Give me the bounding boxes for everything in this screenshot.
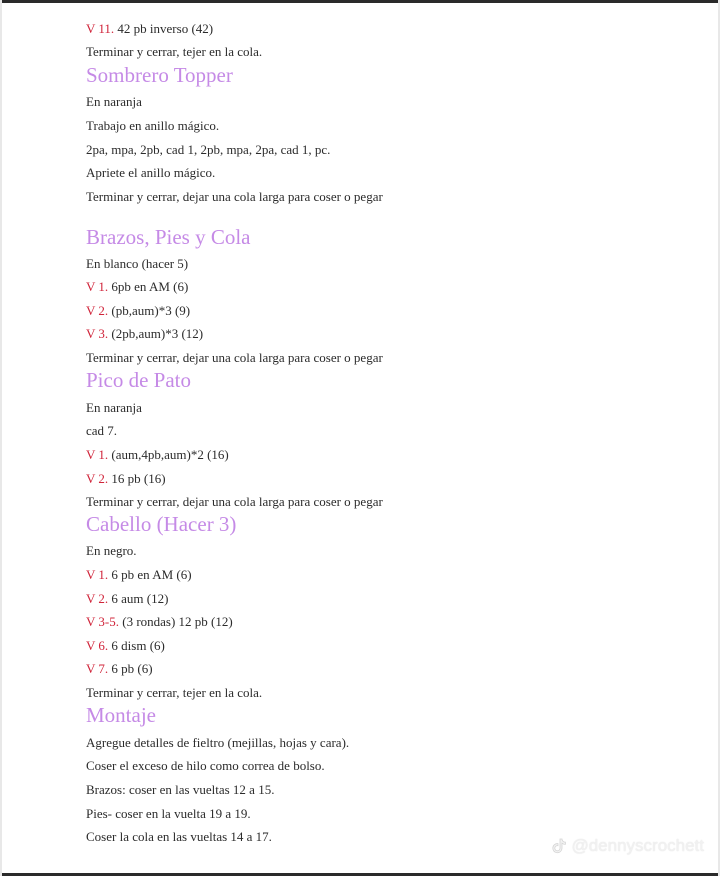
round-line [86,638,165,654]
round-text: 6 dism (6) [108,638,165,653]
round-label: V 1. [86,447,109,462]
section-heading: Montaje [86,703,156,727]
top-border [0,0,720,3]
left-border [0,0,2,876]
round-label: V 1. [86,567,109,582]
round-text: (pb,aum)*3 (9) [108,303,191,318]
instruction-line: Terminar y cerrar, tejer en la cola. [86,44,263,59]
tiktok-note-icon [552,838,566,854]
watermark-handle: @dennyscrochett [571,836,704,855]
round-label: V 2. [86,591,109,606]
round-text: (2pb,aum)*3 (12) [108,326,204,341]
instruction-line: Pies- coser en la vuelta 19 a 19. [86,806,251,821]
instruction-line: cad 7. [86,423,118,438]
instruction-line: Apriete el anillo mágico. [86,165,216,180]
instruction-line: Trabajo en anillo mágico. [86,118,220,133]
instruction-line: En blanco (hacer 5) [86,256,189,271]
instruction-line: Coser la cola en las vueltas 14 a 17. [86,829,272,844]
round-line [86,661,153,677]
round-label: V 3-5. [86,614,119,629]
instruction-line: En naranja [86,94,142,109]
round-line [86,21,213,37]
round-line [86,591,168,607]
section-heading: Pico de Pato [86,368,191,392]
round-text: 42 pb inverso (42) [114,21,214,36]
round-label: V 2. [86,303,109,318]
round-text: 16 pb (16) [108,471,166,486]
instruction-line: Coser el exceso de hilo como correa de bolso. [86,758,325,773]
instruction-line: En naranja [86,400,142,415]
round-label: V 3. [86,326,109,341]
round-line [86,303,190,319]
instruction-line: Terminar y cerrar, tejer en la cola. [86,685,263,700]
round-label: V 2. [86,471,109,486]
round-text: (aum,4pb,aum)*2 (16) [108,447,229,462]
instruction-line: 2pa, mpa, 2pb, cad 1, 2pb, mpa, 2pa, cad 1, pc. [86,142,331,157]
round-line [86,447,229,463]
round-label: V 1. [86,279,109,294]
section-heading: Sombrero Topper [86,63,233,87]
round-text: 6 aum (12) [108,591,169,606]
round-line [86,567,192,583]
round-line [86,471,166,487]
section-heading: Cabello (Hacer 3) [86,512,237,536]
instruction-line: Terminar y cerrar, dejar una cola larga para coser o pegar [86,494,383,509]
instruction-line: En negro. [86,543,137,558]
watermark [552,836,704,856]
round-text: (3 rondas) 12 pb (12) [118,614,233,629]
instruction-line: Brazos: coser en las vueltas 12 a 15. [86,782,275,797]
round-text: 6 pb en AM (6) [108,567,192,582]
round-label: V 6. [86,638,109,653]
round-label: V 7. [86,661,109,676]
round-line [86,326,203,342]
section-heading: Brazos, Pies y Cola [86,225,251,249]
instruction-line: Terminar y cerrar, dejar una cola larga para coser o pegar [86,350,383,365]
instruction-line: Agregue detalles de fieltro (mejillas, hojas y cara). [86,735,350,750]
round-label: V 11. [86,21,115,36]
round-line [86,614,233,630]
round-text: 6 pb (6) [108,661,153,676]
round-line [86,279,188,295]
instruction-line: Terminar y cerrar, dejar una cola larga para coser o pegar [86,189,383,204]
round-text: 6pb en AM (6) [108,279,189,294]
